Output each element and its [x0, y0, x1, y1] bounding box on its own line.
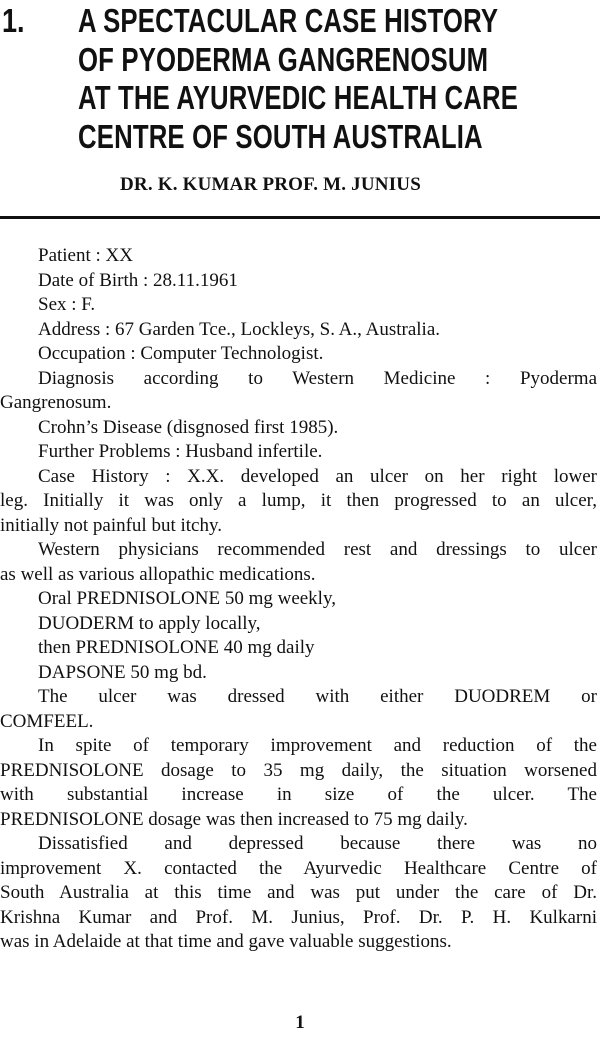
title-line: A SPECTACULAR CASE HISTORY: [78, 2, 499, 39]
crohns-line: Crohn’s Disease (disgnosed first 1985).: [38, 416, 339, 438]
dob-line: Date of Birth : 28.11.1961: [38, 269, 238, 291]
medication-line: DAPSONE 50 mg bd.: [38, 661, 207, 683]
page-number: 1: [295, 1012, 305, 1033]
case-history-line: leg. Initially it was only a lump, it then progressed to an ulcer,: [0, 490, 597, 511]
case-history-line: Case History : X.X. developed an ulcer on her right lower: [38, 465, 597, 487]
medication-line: DUODERM to apply locally,: [38, 612, 261, 634]
chapter-title: [78, 2, 598, 156]
medication-line: Oral PREDNISOLONE 50 mg weekly,: [38, 588, 336, 609]
article-body: [0, 244, 597, 955]
paragraph-line: Krishna Kumar and Prof. M. Junius, Prof. Dr. P. H. Kulkarni: [0, 906, 597, 928]
medication-line: then PREDNISOLONE 40 mg daily: [38, 637, 315, 658]
western-line: as well as various allopathic medications.: [0, 563, 316, 585]
paragraph-line: with substantial increase in size of the ulcer. The: [0, 784, 597, 805]
sex-line: Sex : F.: [38, 294, 96, 315]
diagnosis-line: Diagnosis according to Western Medicine : Pyoderma: [38, 367, 597, 389]
title-line: CENTRE OF SOUTH AUSTRALIA: [78, 117, 483, 155]
western-line: Western physicians recommended rest and dressings to ulcer: [38, 539, 597, 560]
further-problems-line: Further Problems : Husband infertile.: [38, 441, 323, 462]
chapter-number: 1.: [2, 2, 25, 39]
occupation-line: Occupation : Computer Technologist.: [38, 343, 324, 364]
ulcer-dressing-line: The ulcer was dressed with either DUODREM or: [38, 686, 597, 707]
title-line: OF PYODERMA GANGRENOSUM: [78, 40, 489, 78]
patient-line: Patient : XX: [38, 245, 133, 266]
diagnosis-line: Gangrenosum.: [0, 392, 112, 413]
title-line: AT THE AYURVEDIC HEALTH CARE: [78, 79, 519, 116]
header-divider: [0, 216, 600, 219]
case-history-line: initially not painful but itchy.: [0, 514, 222, 536]
paragraph-line: PREDNISOLONE dosage to 35 mg daily, the situation worsened: [0, 759, 597, 781]
paragraph-line: Dissatisfied and depressed because there was no: [38, 833, 597, 854]
paragraph-line: South Australia at this time and was put under the care of Dr.: [0, 882, 597, 903]
paragraph-line: improvement X. contacted the Ayurvedic Healthcare Centre of: [0, 857, 597, 879]
ulcer-dressing-line: COMFEEL.: [0, 710, 94, 732]
paragraph-line: In spite of temporary improvement and reduction of the: [38, 735, 597, 756]
paragraph-line: was in Adelaide at that time and gave valuable suggestions.: [0, 931, 452, 952]
address-line: Address : 67 Garden Tce., Lockleys, S. A., Australia.: [38, 318, 440, 340]
authors-byline: DR. K. KUMAR PROF. M. JUNIUS: [120, 174, 421, 195]
paragraph-line: PREDNISOLONE dosage was then increased to 75 mg daily.: [0, 808, 468, 830]
